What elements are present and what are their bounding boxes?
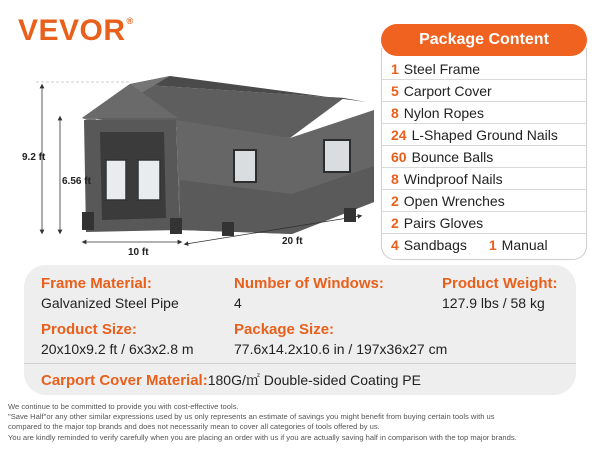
sandbag-3	[222, 222, 234, 236]
list-item: 24 L-Shaped Ground Nails	[382, 124, 586, 146]
carport-illustration	[20, 62, 376, 258]
height-total-label: 9.2 ft	[22, 152, 46, 163]
side-window-2	[324, 140, 350, 172]
list-item: 2 Open Wrenches	[382, 190, 586, 212]
vevor-logo	[18, 14, 134, 48]
disclaimer	[8, 402, 598, 443]
weight-label: Product Weight:	[442, 275, 558, 292]
frame-material-value: Galvanized Steel Pipe	[41, 295, 179, 311]
package-size-spec	[234, 321, 447, 357]
length-label: 20 ft	[282, 236, 303, 247]
specs-panel	[24, 265, 576, 395]
list-item: 8 Windproof Nails	[382, 168, 586, 190]
brand-name: VEVOR	[18, 14, 126, 47]
package-content-title: Package Content	[381, 24, 587, 56]
list-item: 4 Sandbags 1 Manual	[391, 237, 548, 253]
windows-value: 4	[234, 295, 242, 311]
registered-mark: ®	[126, 16, 134, 26]
disclaimer-line: "Save Half"or any other similar expressions used by us only represents an estimate of savings you might benefit from buying certain tools with us	[8, 412, 495, 422]
specs-divider	[24, 363, 576, 364]
windows-label: Number of Windows:	[234, 275, 384, 292]
package-size-value: 77.6x14.2x10.6 in / 197x36x27 cm	[234, 341, 448, 357]
package-content-panel	[381, 24, 587, 260]
frame-material-label: Frame Material:	[41, 275, 152, 292]
disclaimer-line: We continue to be committed to provide you with cost-effective tools.	[8, 402, 239, 411]
weight-value: 127.9 lbs / 58 kg	[442, 295, 545, 311]
sandbag-4	[344, 208, 356, 222]
front-window-left	[106, 160, 126, 200]
list-item: 8 Nylon Ropes	[382, 102, 586, 124]
cover-material-value: 180G/㎡ Double-sided Coating PE	[207, 372, 421, 388]
side-window-1	[234, 150, 256, 182]
disclaimer-line: You are kindly reminded to verify carefully when you are placing an order with us if you are actually saving half in comparison with the top major brands.	[8, 432, 517, 442]
frame-material-spec	[41, 275, 179, 311]
cover-material-spec	[41, 370, 421, 390]
product-size-value: 20x10x9.2 ft / 6x3x2.8 m	[41, 341, 194, 357]
disclaimer-line: compared to the major top brands and does not necessarily mean to cover all categories of tools offered by us.	[8, 422, 380, 432]
cover-material-label: Carport Cover Material:	[41, 372, 208, 389]
product-size-label: Product Size:	[41, 321, 137, 338]
windows-spec	[234, 275, 384, 311]
width-label: 10 ft	[128, 247, 149, 258]
list-item: 5 Carport Cover	[382, 80, 586, 102]
weight-spec	[442, 275, 558, 311]
height-side-label: 6.56 ft	[62, 176, 91, 187]
list-item: 1 Steel Frame	[382, 58, 586, 80]
sandbag-1	[82, 212, 94, 230]
sandbag-2	[170, 218, 182, 234]
list-item: 2 Pairs Gloves	[382, 212, 586, 234]
list-item: 60 Bounce Balls	[382, 146, 586, 168]
package-content-list	[381, 48, 587, 260]
package-size-label: Package Size:	[234, 321, 335, 338]
front-window-right	[138, 160, 160, 200]
product-size-spec	[41, 321, 194, 357]
